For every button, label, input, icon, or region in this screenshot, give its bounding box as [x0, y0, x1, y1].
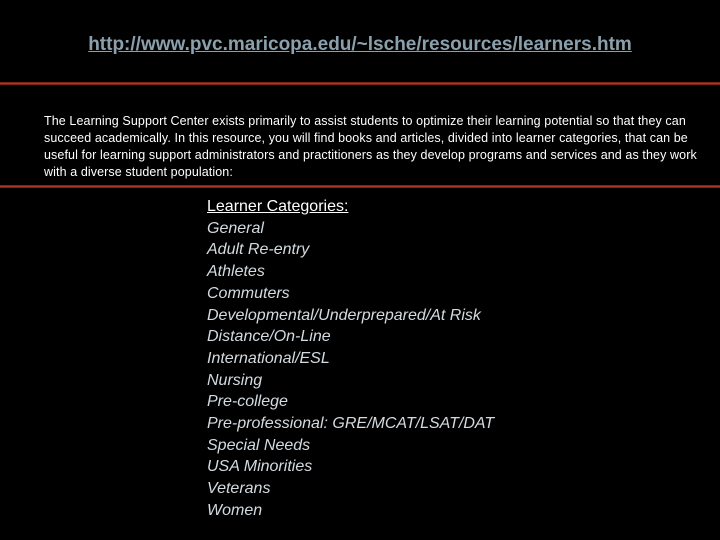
category-women[interactable]: Women — [207, 501, 263, 519]
category-pre-college[interactable]: Pre-college — [207, 393, 288, 411]
category-international-esl[interactable]: International/ESL — [207, 349, 330, 367]
category-pre-professional[interactable]: Pre-professional: GRE/MCAT/LSAT/DAT — [207, 415, 495, 433]
category-developmental[interactable]: Developmental/Underprepared/At Risk — [207, 306, 481, 324]
category-special-needs[interactable]: Special Needs — [207, 436, 311, 454]
category-adult-re-entry[interactable]: Adult Re-entry — [207, 241, 310, 259]
category-veterans[interactable]: Veterans — [207, 480, 271, 498]
category-usa-minorities[interactable]: USA Minorities — [207, 458, 313, 476]
categories-heading: Learner Categories: — [207, 198, 349, 215]
intro-paragraph: The Learning Support Center exists primarily to assist students to optimize their learning potential so that they can succeed academically. In this resource, you will find books and articles, divided into learner categories, that can be useful for learning support administrators and practitioners as they develop programs and services and as they work with a diverse student population: — [44, 113, 697, 179]
categories-list — [207, 218, 687, 522]
category-nursing[interactable]: Nursing — [207, 371, 263, 389]
top-divider — [0, 82, 720, 85]
category-general[interactable]: General — [207, 219, 264, 237]
category-distance-online[interactable]: Distance/On-Line — [207, 328, 331, 346]
category-commuters[interactable]: Commuters — [207, 284, 290, 302]
page-url-link[interactable]: http://www.pvc.maricopa.edu/~lsche/resources/learners.htm — [88, 34, 632, 55]
category-athletes[interactable]: Athletes — [207, 263, 265, 281]
bottom-divider — [0, 185, 720, 188]
learner-categories — [207, 196, 687, 522]
